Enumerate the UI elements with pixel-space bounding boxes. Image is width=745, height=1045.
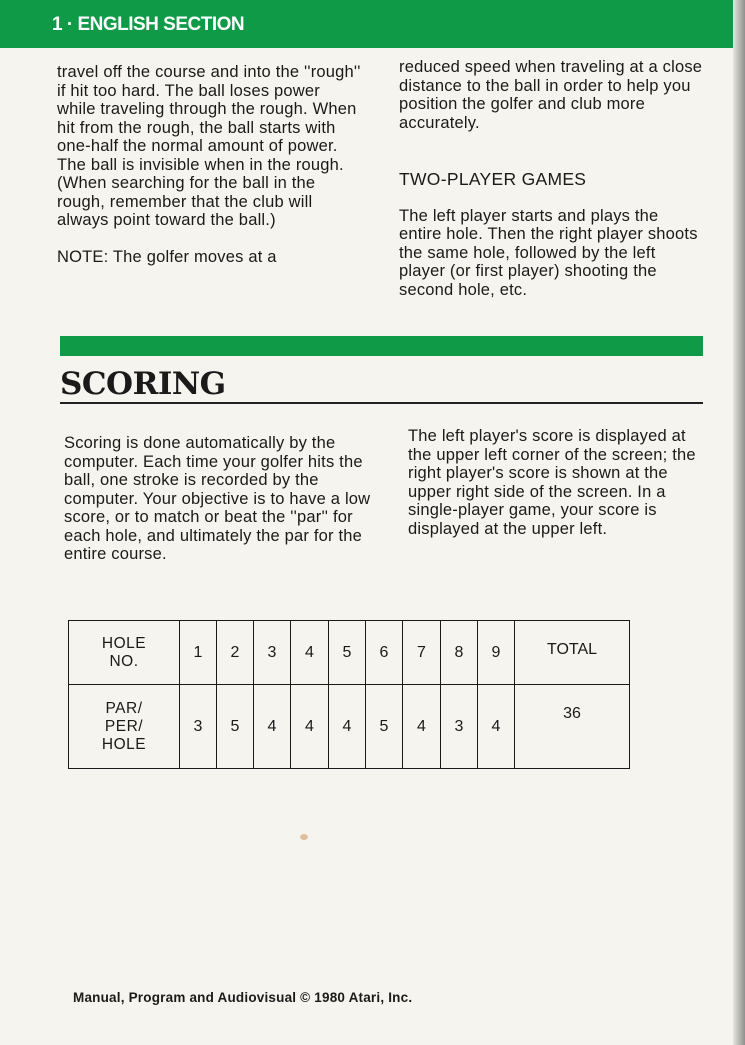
hole-cell: 1	[180, 621, 217, 685]
par-cell: 4	[478, 685, 515, 769]
par-cell: 3	[180, 685, 217, 769]
par-label-line: PAR/	[105, 699, 143, 717]
hole-cell: 7	[403, 621, 441, 685]
par-cell: 3	[441, 685, 478, 769]
par-cell: 4	[329, 685, 366, 769]
scoring-title: SCORING	[60, 366, 226, 402]
hole-cell: 4	[291, 621, 329, 685]
par-cell: 5	[366, 685, 403, 769]
hole-cell: 5	[329, 621, 366, 685]
par-cell: 4	[291, 685, 329, 769]
paper-speck	[300, 834, 308, 840]
par-cell: 4	[403, 685, 441, 769]
per-label-line: PER/	[104, 717, 144, 735]
note-paragraph: NOTE: The golfer moves at a	[57, 247, 277, 266]
par-label-cell	[69, 685, 180, 769]
copyright-footer: Manual, Program and Audiovisual © 1980 Atari, Inc.	[73, 990, 413, 1005]
par-cell: 4	[254, 685, 291, 769]
scoring-left-column	[64, 434, 374, 564]
two-player-paragraph: The left player starts and plays the entire hole. Then the right player shoots the same hole, followed by the left player (or first player) shooting the second hole, etc.	[399, 206, 698, 299]
hole-label-line: HOLE	[101, 735, 147, 753]
scoring-left-paragraph: Scoring is done automatically by the computer. Each time your golfer hits the ball, one stroke is recorded by the computer. Your objective is to have a low score, or to match or beat the ''par'' for each hole, and ultimately the par for the entire course.	[64, 434, 371, 563]
hole-cell: 3	[254, 621, 291, 685]
hole-number-row	[69, 621, 630, 685]
right-column-top	[399, 58, 704, 299]
hole-cell: 8	[441, 621, 478, 685]
section-rule	[60, 402, 703, 404]
two-player-heading: TWO-PLAYER GAMES	[399, 169, 587, 189]
par-table	[68, 620, 630, 769]
rough-paragraph: travel off the course and into the ''rough'' if hit too hard. The ball loses power while traveling through the rough. When hit from the rough, the ball starts with one-half the normal amount of power. The ball is invisible when in the rough. (When searching for the ball in the rough, remember that the club will always point toward the ball.)	[57, 63, 361, 229]
hole-label-line: HOLE	[101, 634, 147, 652]
total-value-cell: 36	[515, 685, 630, 769]
total-label-cell: TOTAL	[515, 621, 630, 685]
speed-paragraph: reduced speed when traveling at a close distance to the ball in order to help you position the golfer and club more accurately.	[399, 58, 703, 132]
par-cell: 5	[217, 685, 254, 769]
par-row	[69, 685, 630, 769]
hole-cell: 9	[478, 621, 515, 685]
no-label-line: NO.	[109, 652, 139, 670]
hole-no-label-cell	[69, 621, 180, 685]
left-column-top	[57, 63, 362, 266]
scoring-right-paragraph: The left player's score is displayed at the upper left corner of the screen; the right player's score is shown at the upper right side of the screen. In a single-player game, your score is displayed at the upper left.	[408, 427, 696, 538]
hole-cell: 2	[217, 621, 254, 685]
scoring-right-column	[408, 427, 713, 538]
section-header-title: 1 · ENGLISH SECTION	[52, 14, 245, 35]
page-edge	[733, 0, 745, 1045]
section-divider-bar	[60, 336, 703, 356]
hole-cell: 6	[366, 621, 403, 685]
